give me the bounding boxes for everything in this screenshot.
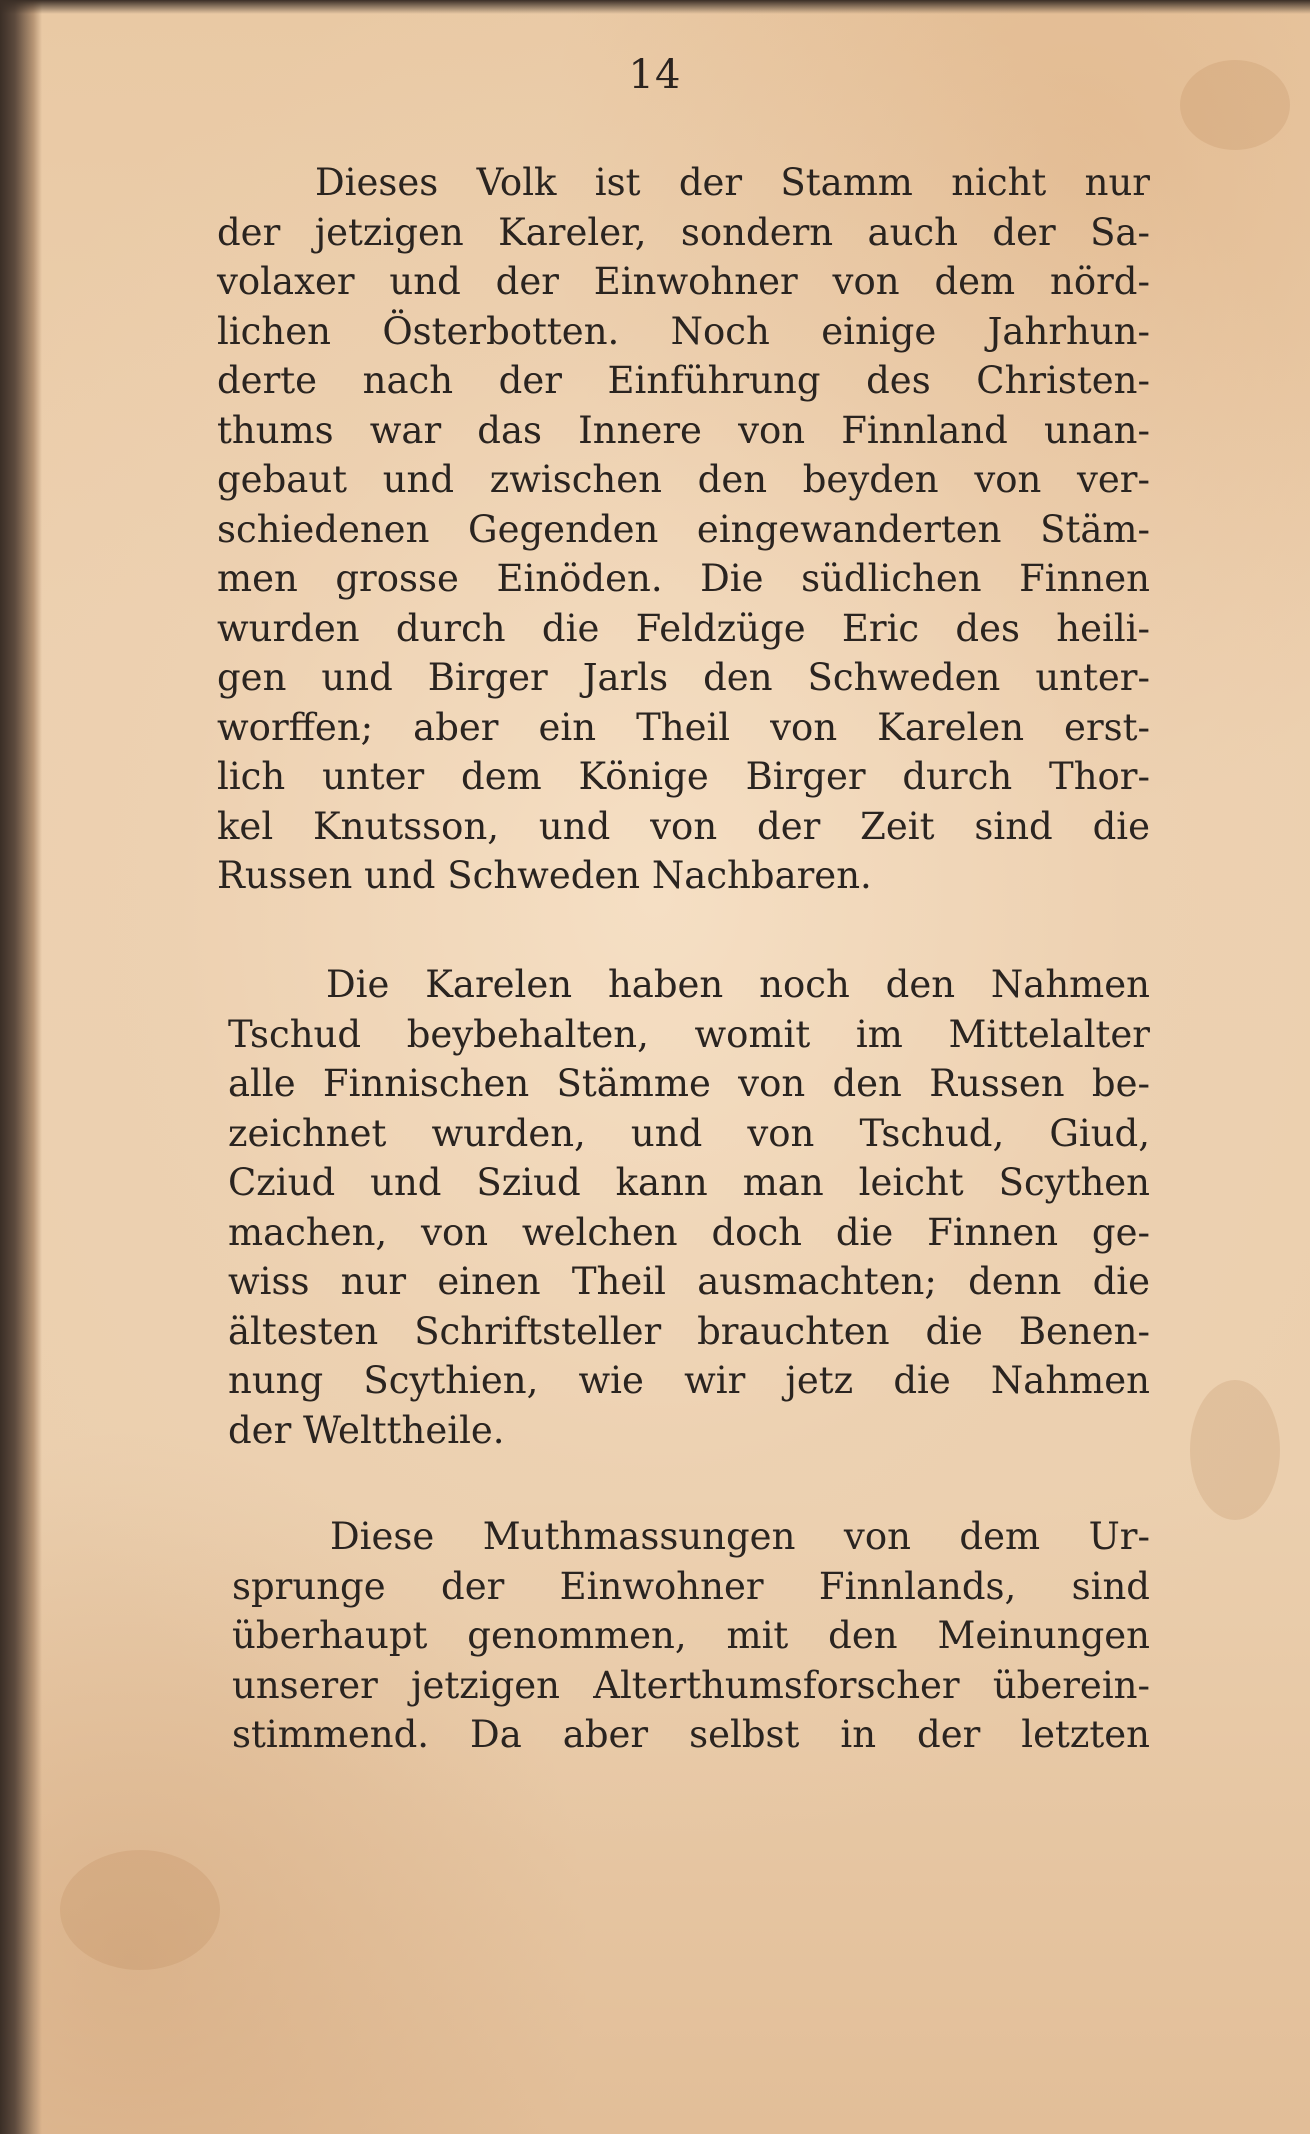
text-line: ältesten Schriftsteller brauchten die Benen- (228, 1309, 1150, 1353)
text-line: machen, von welchen doch die Finnen ge- (228, 1210, 1150, 1254)
text-line: worffen; aber ein Theil von Karelen erst- (217, 705, 1150, 749)
text-line: gen und Birger Jarls den Schweden unter- (217, 656, 1150, 699)
text-line: volaxer und der Einwohner von dem nörd- (217, 260, 1150, 303)
text-line: überhaupt genommen, mit den Meinungen (232, 1614, 1150, 1657)
paper-stain (60, 1850, 220, 1970)
paragraph-1 (217, 158, 1150, 901)
text-line: stimmend. Da aber selbst in der letzten (232, 1713, 1150, 1756)
text-line: wiss nur einen Theil ausmachten; denn die (228, 1260, 1150, 1303)
page-top-edge (0, 0, 1310, 14)
text-line: derte nach der Einführung des Christen- (217, 359, 1150, 402)
page-number: 14 (628, 52, 682, 98)
text-line: men grosse Einöden. Die südlichen Finnen (217, 557, 1150, 600)
text-line: der Welttheile. (228, 1408, 505, 1452)
text-line: gebaut und zwischen den beyden von ver- (217, 458, 1150, 501)
text-line: schiedenen Gegenden eingewanderten Stäm- (217, 507, 1150, 551)
paragraph-2 (228, 960, 1150, 1455)
page-binding-edge (0, 0, 42, 2134)
text-line: Die Karelen haben noch den Nahmen (326, 963, 1150, 1006)
text-line: sprunge der Einwohner Finnlands, sind (232, 1564, 1150, 1608)
text-line: lich unter dem Könige Birger durch Thor- (217, 755, 1150, 798)
text-line: Diese Muthmassungen von dem Ur- (330, 1515, 1150, 1558)
text-line: kel Knutsson, und von der Zeit sind die (217, 804, 1150, 848)
text-line: unserer jetzigen Alterthumsforscher überein- (232, 1663, 1150, 1707)
text-line: der jetzigen Kareler, sondern auch der Sa- (217, 210, 1150, 254)
paragraph-3 (232, 1512, 1150, 1760)
text-line: Dieses Volk ist der Stamm nicht nur (315, 161, 1150, 204)
paper-stain (1190, 1380, 1280, 1520)
text-line: wurden durch die Feldzüge Eric des heili- (217, 606, 1150, 650)
text-line: Tschud beybehalten, womit im Mittelalter (228, 1012, 1150, 1056)
text-line: thums war das Innere von Finnland unan- (217, 408, 1150, 452)
text-line: Cziud und Sziud kann man leicht Scythen (228, 1161, 1150, 1204)
text-line: lichen Österbotten. Noch einige Jahrhun- (217, 309, 1150, 353)
text-line: Russen und Schweden Nachbaren. (217, 854, 872, 897)
text-line: alle Finnischen Stämme von den Russen be- (228, 1062, 1150, 1105)
text-line: nung Scythien, wie wir jetz die Nahmen (228, 1359, 1150, 1402)
text-line: zeichnet wurden, und von Tschud, Giud, (228, 1111, 1150, 1155)
